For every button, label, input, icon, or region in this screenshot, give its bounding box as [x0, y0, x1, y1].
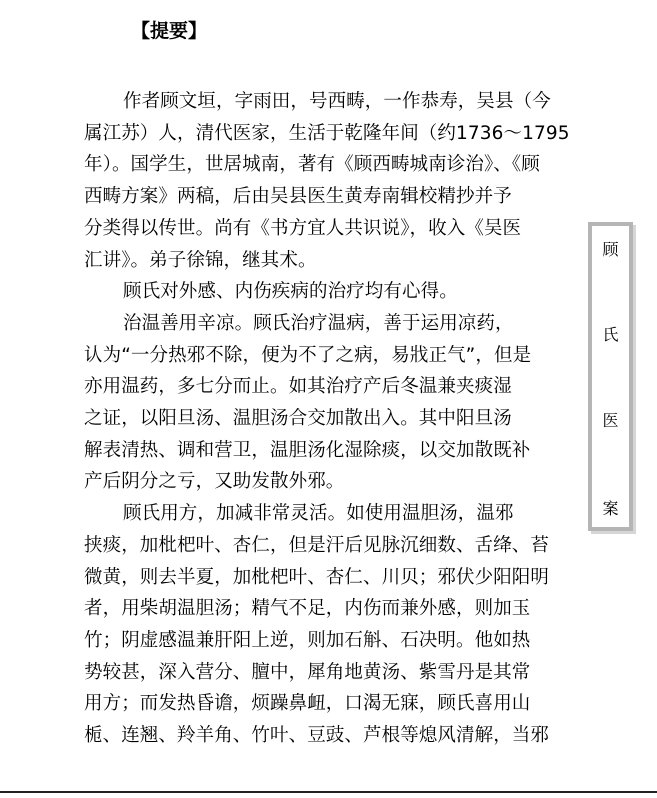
text-line: 作者顾文垣，字雨田，号西畴，一作恭寿，吴县（今: [123, 91, 551, 112]
text-line: 解表清热、调和营卫，温胆汤化湿除痰，以交加散既补: [84, 439, 531, 461]
text-line: 之证，以阳旦汤、温胆汤合交加散出入。其中阳旦汤: [84, 408, 512, 430]
book-title-side-tab: [588, 222, 633, 531]
text-line: 用方；而发热昏谵，烦躁鼻衄，口渴无寐，顾氏喜用山: [84, 693, 531, 715]
body-text: [84, 86, 580, 752]
text-line: 分类得以传世。尚有《书方宜人共识说》，收入《吴医: [84, 217, 522, 239]
text-line: 亦用温药，多七分而止。如其治疗产后冬温兼夹痰湿: [84, 376, 512, 398]
side-tab-char: 案: [602, 499, 619, 518]
side-tab-char: 医: [602, 411, 619, 430]
text-line: 者，用柴胡温胆汤；精气不足，内伤而兼外感，则加玉: [84, 598, 531, 620]
side-tab-char: 顾: [602, 240, 619, 259]
paragraph-summary: [84, 276, 580, 308]
text-line: 顾氏对外感、内伤疾病的治疗均有心得。: [123, 281, 458, 303]
bottom-rule: [0, 791, 657, 793]
text-line: 势较甚，深入营分、膻中，犀角地黄汤、紫雪丹是其常: [84, 661, 531, 683]
text-line: 西畴方案》两稿，后由吴县医生黄寿南辑校精抄并予: [84, 186, 512, 208]
paragraph-intro: [84, 86, 580, 276]
side-tab-char: 氏: [602, 325, 619, 344]
paragraph-prescriptions: [84, 498, 580, 752]
text-line: 年）。国学生，世居城南，著有《顾西畴城南诊治》、《顾: [84, 154, 540, 176]
text-line: 挟痰，加枇杷叶、杏仁，但是汗后见脉沉细数、舌绛、苔: [84, 534, 550, 556]
paragraph-warm-disease: [84, 308, 580, 498]
text-line: 产后阴分之亏，又助发散外邪。: [84, 471, 345, 493]
text-line: 竹；阴虚感温兼肝阳上逆，则加石斛、石决明。他如热: [84, 629, 531, 651]
text-line: 汇讲》。弟子徐锦，继其术。: [84, 249, 317, 271]
text-line: 属江苏）人，清代医家，生活于乾隆年间（约1736～1795: [84, 122, 570, 144]
section-heading: 【提要】: [131, 20, 208, 42]
text-line: 认为“一分热邪不除，便为不了之病，易戕正气”，但是: [84, 344, 532, 366]
text-line: 栀、连翘、羚羊角、竹叶、豆豉、芦根等熄风清解，当邪: [84, 725, 550, 747]
text-line: 治温善用辛凉。顾氏治疗温病，善于运用凉药，: [123, 312, 514, 334]
text-line: 微黄，则去半夏，加枇杷叶、杏仁、川贝；邪伏少阳阳明: [84, 566, 550, 588]
text-line: 顾氏用方，加减非常灵活。如使用温胆汤，温邪: [123, 503, 514, 525]
